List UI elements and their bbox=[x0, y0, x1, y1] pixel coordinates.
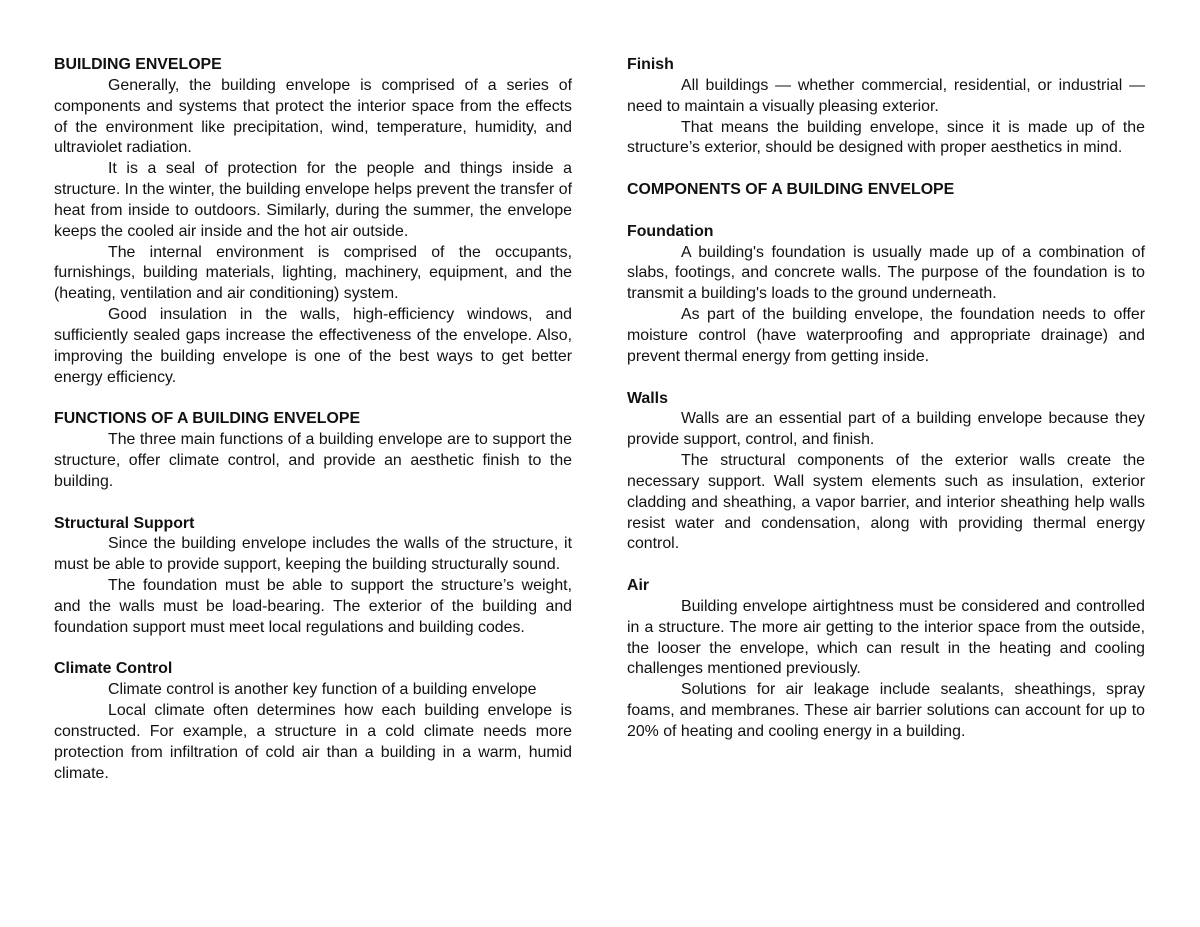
paragraph: That means the building envelope, since it is made up of the structure’s exterior, should be designed with proper aesthetics in mind. bbox=[627, 118, 1145, 157]
paragraph: Local climate often determines how each building envelope is constructed. For example, a structure in a cold climate needs more protection from infiltration of cold air than a building in a warm, humid climate. bbox=[54, 702, 572, 782]
heading-walls: Walls bbox=[627, 389, 668, 407]
paragraph: Good insulation in the walls, high-efficiency windows, and sufficiently sealed gaps increase the effectiveness of the envelope. Also, improving the building envelope is one of the best ways to get better energy efficiency. bbox=[54, 306, 572, 386]
paragraph: Solutions for air leakage include sealants, sheathings, spray foams, and membranes. These air barrier solutions can account for up to 20% of heating and cooling energy in a building. bbox=[627, 681, 1145, 740]
paragraph: The three main functions of a building envelope are to support the structure, offer climate control, and provide an aesthetic finish to the building. bbox=[54, 431, 572, 490]
heading-foundation: Foundation bbox=[627, 222, 714, 240]
paragraph: The structural components of the exterior walls create the necessary support. Wall system elements such as insulation, exterior cladding and sheathing, a vapor barrier, and interior sheathing help walls resist water and condensation, along with providing thermal energy control. bbox=[627, 452, 1145, 553]
heading-functions: FUNCTIONS OF A BUILDING ENVELOPE bbox=[54, 410, 361, 428]
paragraph: Climate control is another key function of a building envelope bbox=[108, 681, 537, 699]
paragraph: Walls are an essential part of a building envelope because they provide support, control, and finish. bbox=[627, 410, 1145, 449]
paragraph: Generally, the building envelope is comprised of a series of components and systems that protect the interior space from the effects of the environment like precipitation, wind, temperature, humidity, and ultraviolet radiation. bbox=[54, 76, 572, 157]
paragraph: The foundation must be able to support the structure’s weight, and the walls must be load-bearing. The exterior of the building and foundation support must meet local regulations and building codes. bbox=[54, 577, 572, 636]
paragraph: The internal environment is comprised of the occupants, furnishings, building materials, lighting, machinery, equipment, and the (heating, ventilation and air conditioning) system. bbox=[54, 243, 572, 303]
paragraph: All buildings — whether commercial, residential, or industrial — need to maintain a visually pleasing exterior. bbox=[627, 76, 1145, 115]
heading-components: COMPONENTS OF A BUILDING ENVELOPE bbox=[627, 181, 955, 199]
heading-finish: Finish bbox=[627, 56, 674, 73]
right-column bbox=[627, 55, 1145, 743]
heading-structural-support: Structural Support bbox=[54, 514, 195, 532]
paragraph: As part of the building envelope, the foundation needs to offer moisture control (have waterproofing and appropriate drainage) and prevent thermal energy from getting inside. bbox=[627, 306, 1145, 365]
paragraph: Since the building envelope includes the walls of the structure, it must be able to provide support, keeping the building structurally sound. bbox=[54, 535, 572, 574]
paragraph: It is a seal of protection for the people and things inside a structure. In the winter, the building envelope helps prevent the transfer of heat from inside to outdoors. Similarly, during the summer, the envelope keeps the cooled air inside and the hot air outside. bbox=[54, 160, 572, 240]
heading-air: Air bbox=[627, 577, 650, 595]
paragraph: A building's foundation is usually made up of a combination of slabs, footings, and concrete walls. The purpose of the foundation is to transmit a building's loads to the ground underneath. bbox=[627, 243, 1145, 303]
paragraph: Building envelope airtightness must be considered and controlled in a structure. The more air getting to the interior space from the outside, the looser the envelope, which can result in the heating and cooling challenges mentioned previously. bbox=[627, 597, 1145, 678]
heading-climate-control: Climate Control bbox=[54, 660, 173, 678]
heading-building-envelope: BUILDING ENVELOPE bbox=[54, 56, 222, 73]
left-column bbox=[54, 55, 572, 785]
